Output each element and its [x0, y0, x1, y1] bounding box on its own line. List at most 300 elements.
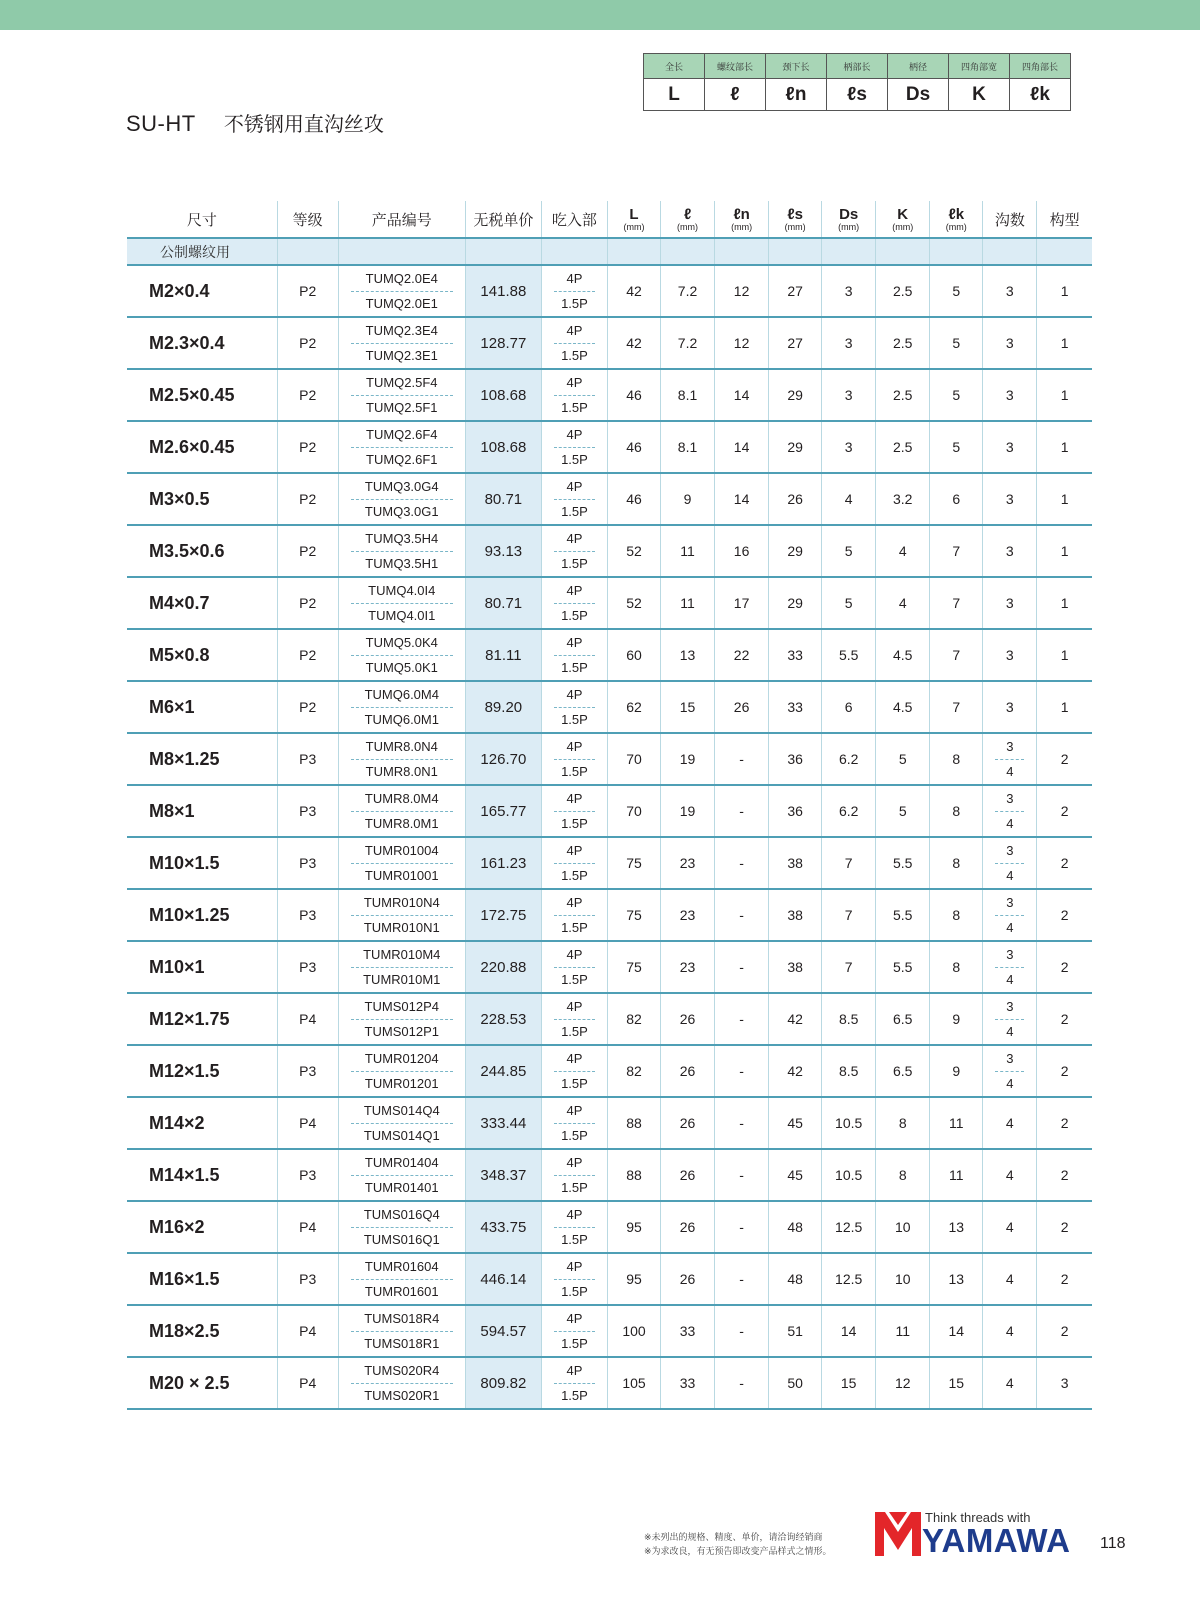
chamfer-bottom: 1.5P — [561, 1336, 588, 1352]
Ds-cell: 3 — [822, 421, 876, 473]
price-cell: 81.11 — [465, 629, 541, 681]
flutes-top: 3 — [995, 942, 1024, 968]
K-cell: 5 — [876, 733, 930, 785]
chamfer-cell — [541, 941, 607, 993]
Ds-cell: 7 — [822, 889, 876, 941]
ls-cell: 36 — [769, 785, 822, 837]
type-cell: 2 — [1037, 889, 1092, 941]
l-cell: 23 — [661, 837, 715, 889]
lk-cell: 5 — [930, 317, 983, 369]
ls-cell: 42 — [769, 993, 822, 1045]
table-row — [127, 1149, 1092, 1201]
lk-cell: 9 — [930, 1045, 983, 1097]
size-cell: M10×1 — [127, 941, 277, 993]
chamfer-top: 4P — [554, 474, 595, 500]
yamawa-logo-icon — [875, 1512, 921, 1556]
product-code-top: TUMS018R4 — [351, 1306, 453, 1332]
product-code-bottom: TUMQ2.6F1 — [366, 452, 438, 468]
lk-cell: 9 — [930, 993, 983, 1045]
product-code-bottom: TUMR8.0N1 — [365, 764, 438, 780]
grade-cell: P4 — [277, 993, 338, 1045]
price-cell: 446.14 — [465, 1253, 541, 1305]
flutes-bottom: 4 — [1006, 1024, 1014, 1040]
product-code-cell — [338, 1045, 465, 1097]
l-cell: 7.2 — [661, 317, 715, 369]
ls-cell: 45 — [769, 1149, 822, 1201]
ls-cell: 29 — [769, 421, 822, 473]
l-cell: 26 — [661, 993, 715, 1045]
ln-cell: - — [715, 1097, 769, 1149]
size-cell: M14×2 — [127, 1097, 277, 1149]
price-cell: 108.68 — [465, 421, 541, 473]
lk-cell: 8 — [930, 941, 983, 993]
price-cell: 161.23 — [465, 837, 541, 889]
size-cell: M16×2 — [127, 1201, 277, 1253]
ls-cell: 38 — [769, 889, 822, 941]
product-code-cell — [338, 317, 465, 369]
K-cell: 4.5 — [876, 681, 930, 733]
lk-cell: 11 — [930, 1097, 983, 1149]
product-code-top: TUMR01404 — [351, 1150, 453, 1176]
K-cell: 2.5 — [876, 265, 930, 317]
header-unit: (mm) — [892, 221, 914, 232]
type-cell: 2 — [1037, 733, 1092, 785]
chamfer-cell — [541, 1253, 607, 1305]
header-Ds-symbol: Ds — [839, 205, 859, 223]
header-unit: (mm) — [838, 221, 860, 232]
product-code-cell — [338, 785, 465, 837]
L-cell: 75 — [607, 941, 660, 993]
chamfer-cell — [541, 889, 607, 941]
chamfer-bottom: 1.5P — [561, 1076, 588, 1092]
Ds-cell: 14 — [822, 1305, 876, 1357]
table-row — [127, 629, 1092, 681]
flutes-cell: 3 — [983, 473, 1037, 525]
flutes-cell: 3 — [983, 577, 1037, 629]
ls-cell: 48 — [769, 1201, 822, 1253]
product-code-cell — [338, 1201, 465, 1253]
type-cell: 2 — [1037, 1097, 1092, 1149]
legend-symbol: ℓs — [827, 79, 888, 111]
ln-cell: 22 — [715, 629, 769, 681]
header-l-symbol: ℓ — [683, 205, 692, 223]
lk-cell: 13 — [930, 1201, 983, 1253]
legend-label: 全长 — [644, 54, 705, 79]
Ds-cell: 15 — [822, 1357, 876, 1409]
flutes-cell — [983, 733, 1037, 785]
product-code-bottom: TUMQ6.0M1 — [364, 712, 439, 728]
L-cell: 75 — [607, 837, 660, 889]
K-cell: 4.5 — [876, 629, 930, 681]
l-cell: 23 — [661, 941, 715, 993]
product-code-cell — [338, 681, 465, 733]
Ds-cell: 5 — [822, 577, 876, 629]
product-code-bottom: TUMQ2.3E1 — [365, 348, 438, 364]
header-size: 尺寸 — [127, 201, 277, 238]
chamfer-cell — [541, 473, 607, 525]
chamfer-top: 4P — [554, 526, 595, 552]
table-row — [127, 577, 1092, 629]
l-cell: 8.1 — [661, 421, 715, 473]
header-L — [607, 201, 660, 238]
table-row — [127, 317, 1092, 369]
grade-cell: P3 — [277, 1253, 338, 1305]
legend-symbol: ℓ — [705, 79, 766, 111]
L-cell: 82 — [607, 993, 660, 1045]
lk-cell: 8 — [930, 733, 983, 785]
size-cell: M6×1 — [127, 681, 277, 733]
chamfer-bottom: 1.5P — [561, 1232, 588, 1248]
chamfer-bottom: 1.5P — [561, 972, 588, 988]
header-l — [661, 201, 715, 238]
header-K-symbol: K — [897, 205, 909, 223]
legend-symbol: L — [644, 79, 705, 111]
Ds-cell: 12.5 — [822, 1253, 876, 1305]
flutes-top: 3 — [995, 786, 1024, 812]
product-code-cell — [338, 837, 465, 889]
flutes-cell: 3 — [983, 525, 1037, 577]
table-row — [127, 1097, 1092, 1149]
flutes-cell — [983, 837, 1037, 889]
chamfer-bottom: 1.5P — [561, 348, 588, 364]
Ds-cell: 3 — [822, 317, 876, 369]
chamfer-bottom: 1.5P — [561, 920, 588, 936]
product-code-bottom: TUMQ4.0I1 — [368, 608, 436, 624]
price-cell: 333.44 — [465, 1097, 541, 1149]
lk-cell: 7 — [930, 681, 983, 733]
table-row — [127, 1305, 1092, 1357]
chamfer-cell — [541, 1045, 607, 1097]
product-code-cell — [338, 1357, 465, 1409]
table-row — [127, 525, 1092, 577]
product-code-cell — [338, 1305, 465, 1357]
l-cell: 33 — [661, 1357, 715, 1409]
header-K — [876, 201, 930, 238]
ln-cell: - — [715, 785, 769, 837]
lk-cell: 5 — [930, 421, 983, 473]
Ds-cell: 12.5 — [822, 1201, 876, 1253]
chamfer-top: 4P — [554, 682, 595, 708]
product-code-cell — [338, 993, 465, 1045]
header-Ds — [822, 201, 876, 238]
chamfer-top: 4P — [554, 318, 595, 344]
chamfer-bottom: 1.5P — [561, 1388, 588, 1404]
l-cell: 13 — [661, 629, 715, 681]
Ds-cell: 6 — [822, 681, 876, 733]
table-row — [127, 733, 1092, 785]
legend-label: 柄部长 — [827, 54, 888, 79]
l-cell: 9 — [661, 473, 715, 525]
flutes-bottom: 4 — [1006, 920, 1014, 936]
l-cell: 33 — [661, 1305, 715, 1357]
Ds-cell: 7 — [822, 941, 876, 993]
flutes-cell — [983, 993, 1037, 1045]
product-code-bottom: TUMQ2.5F1 — [366, 400, 438, 416]
grade-cell: P3 — [277, 889, 338, 941]
product-code-bottom: TUMR01601 — [364, 1284, 439, 1300]
size-cell: M5×0.8 — [127, 629, 277, 681]
chamfer-bottom: 1.5P — [561, 296, 588, 312]
flutes-bottom: 4 — [1006, 764, 1014, 780]
product-code-top: TUMQ3.5H4 — [351, 526, 453, 552]
table-row — [127, 785, 1092, 837]
L-cell: 52 — [607, 577, 660, 629]
product-code-bottom: TUMR010N1 — [363, 920, 440, 936]
spec-table — [127, 201, 1092, 1410]
grade-cell: P2 — [277, 369, 338, 421]
l-cell: 11 — [661, 577, 715, 629]
Ds-cell: 8.5 — [822, 993, 876, 1045]
table-row — [127, 1357, 1092, 1409]
Ds-cell: 6.2 — [822, 733, 876, 785]
product-code-top: TUMR8.0N4 — [351, 734, 453, 760]
table-row — [127, 421, 1092, 473]
chamfer-top: 4P — [554, 1046, 595, 1072]
price-cell: 108.68 — [465, 369, 541, 421]
size-cell: M14×1.5 — [127, 1149, 277, 1201]
flutes-cell: 3 — [983, 265, 1037, 317]
size-cell: M3.5×0.6 — [127, 525, 277, 577]
flutes-bottom: 4 — [1006, 868, 1014, 884]
type-cell: 1 — [1037, 421, 1092, 473]
legend-symbol: ℓk — [1010, 79, 1071, 111]
product-code-bottom: TUMQ3.0G1 — [364, 504, 439, 520]
price-cell: 809.82 — [465, 1357, 541, 1409]
chamfer-cell — [541, 837, 607, 889]
type-cell: 2 — [1037, 785, 1092, 837]
table-row — [127, 993, 1092, 1045]
product-code-cell — [338, 577, 465, 629]
price-cell: 93.13 — [465, 525, 541, 577]
l-cell: 26 — [661, 1045, 715, 1097]
price-cell: 244.85 — [465, 1045, 541, 1097]
l-cell: 19 — [661, 733, 715, 785]
L-cell: 95 — [607, 1201, 660, 1253]
L-cell: 42 — [607, 317, 660, 369]
product-code-bottom: TUMR01201 — [364, 1076, 439, 1092]
product-code-top: TUMR010M4 — [351, 942, 453, 968]
header-unit: (mm) — [784, 221, 806, 232]
K-cell: 10 — [876, 1201, 930, 1253]
K-cell: 2.5 — [876, 421, 930, 473]
ln-cell: - — [715, 889, 769, 941]
table-row — [127, 681, 1092, 733]
type-cell: 1 — [1037, 265, 1092, 317]
L-cell: 100 — [607, 1305, 660, 1357]
product-code-top: TUMR01204 — [351, 1046, 453, 1072]
product-code-cell — [338, 1253, 465, 1305]
K-cell: 2.5 — [876, 369, 930, 421]
product-code-bottom: TUMS012P1 — [364, 1024, 439, 1040]
ln-cell: - — [715, 733, 769, 785]
header-lk — [930, 201, 983, 238]
flutes-cell: 4 — [983, 1305, 1037, 1357]
ls-cell: 33 — [769, 681, 822, 733]
K-cell: 8 — [876, 1149, 930, 1201]
K-cell: 8 — [876, 1097, 930, 1149]
series-name: 不锈钢用直沟丝攻 — [223, 114, 384, 136]
K-cell: 4 — [876, 577, 930, 629]
ln-cell: 16 — [715, 525, 769, 577]
flutes-cell — [983, 785, 1037, 837]
product-code-bottom: TUMR8.0M1 — [364, 816, 439, 832]
grade-cell: P3 — [277, 837, 338, 889]
l-cell: 26 — [661, 1253, 715, 1305]
type-cell: 2 — [1037, 837, 1092, 889]
product-code-top: TUMR01004 — [351, 838, 453, 864]
type-cell: 1 — [1037, 629, 1092, 681]
size-cell: M2.3×0.4 — [127, 317, 277, 369]
product-code-bottom: TUMQ3.5H1 — [365, 556, 439, 572]
Ds-cell: 8.5 — [822, 1045, 876, 1097]
header-chamfer: 吃入部 — [541, 201, 607, 238]
ln-cell: 17 — [715, 577, 769, 629]
L-cell: 88 — [607, 1097, 660, 1149]
product-code-bottom: TUMQ5.0K1 — [365, 660, 438, 676]
grade-cell: P2 — [277, 473, 338, 525]
flutes-cell — [983, 889, 1037, 941]
K-cell: 5.5 — [876, 941, 930, 993]
price-cell: 80.71 — [465, 473, 541, 525]
product-code-top: TUMQ2.6F4 — [351, 422, 453, 448]
product-code-cell — [338, 733, 465, 785]
table-row — [127, 1201, 1092, 1253]
type-cell: 1 — [1037, 525, 1092, 577]
product-code-cell — [338, 629, 465, 681]
L-cell: 70 — [607, 785, 660, 837]
header-flutes: 沟数 — [983, 201, 1037, 238]
ls-cell: 29 — [769, 369, 822, 421]
grade-cell: P4 — [277, 1201, 338, 1253]
product-code-cell — [338, 265, 465, 317]
ln-cell: - — [715, 837, 769, 889]
Ds-cell: 3 — [822, 265, 876, 317]
size-cell: M10×1.25 — [127, 889, 277, 941]
legend-label: 四角部长 — [1010, 54, 1071, 79]
ls-cell: 45 — [769, 1097, 822, 1149]
lk-cell: 15 — [930, 1357, 983, 1409]
legend-label: 颈下长 — [766, 54, 827, 79]
product-code-cell — [338, 941, 465, 993]
grade-cell: P3 — [277, 1045, 338, 1097]
grade-cell: P4 — [277, 1305, 338, 1357]
K-cell: 10 — [876, 1253, 930, 1305]
header-ls-symbol: ℓs — [787, 205, 803, 223]
type-cell: 1 — [1037, 473, 1092, 525]
flutes-bottom: 4 — [1006, 1076, 1014, 1092]
ln-cell: - — [715, 993, 769, 1045]
K-cell: 3.2 — [876, 473, 930, 525]
chamfer-cell — [541, 369, 607, 421]
ln-cell: - — [715, 1253, 769, 1305]
ls-cell: 38 — [769, 941, 822, 993]
table-row — [127, 941, 1092, 993]
Ds-cell: 3 — [822, 369, 876, 421]
chamfer-cell — [541, 993, 607, 1045]
header-type: 构型 — [1037, 201, 1092, 238]
legend-label: 螺纹部长 — [705, 54, 766, 79]
product-code-cell — [338, 1149, 465, 1201]
table-row — [127, 1253, 1092, 1305]
chamfer-bottom: 1.5P — [561, 1024, 588, 1040]
chamfer-bottom: 1.5P — [561, 660, 588, 676]
chamfer-bottom: 1.5P — [561, 1284, 588, 1300]
Ds-cell: 5.5 — [822, 629, 876, 681]
K-cell: 6.5 — [876, 1045, 930, 1097]
chamfer-top: 4P — [554, 1306, 595, 1332]
table-row — [127, 265, 1092, 317]
size-cell: M2.6×0.45 — [127, 421, 277, 473]
product-code-top: TUMQ2.0E4 — [351, 266, 453, 292]
ln-cell: - — [715, 1201, 769, 1253]
Ds-cell: 10.5 — [822, 1149, 876, 1201]
L-cell: 82 — [607, 1045, 660, 1097]
product-code-cell — [338, 1097, 465, 1149]
flutes-cell: 4 — [983, 1149, 1037, 1201]
product-code-cell — [338, 889, 465, 941]
footer-notes — [644, 1530, 832, 1558]
product-code-top: TUMS014Q4 — [351, 1098, 453, 1124]
size-cell: M8×1 — [127, 785, 277, 837]
K-cell: 5 — [876, 785, 930, 837]
K-cell: 12 — [876, 1357, 930, 1409]
ls-cell: 26 — [769, 473, 822, 525]
chamfer-top: 4P — [554, 1150, 595, 1176]
flutes-cell: 3 — [983, 629, 1037, 681]
grade-cell: P3 — [277, 785, 338, 837]
header-lk-symbol: ℓk — [948, 205, 965, 223]
flutes-cell: 4 — [983, 1097, 1037, 1149]
L-cell: 60 — [607, 629, 660, 681]
lk-cell: 8 — [930, 889, 983, 941]
lk-cell: 5 — [930, 265, 983, 317]
legend-label: 柄径 — [888, 54, 949, 79]
table-row — [127, 837, 1092, 889]
grade-cell: P2 — [277, 629, 338, 681]
size-cell: M20 × 2.5 — [127, 1357, 277, 1409]
ls-cell: 33 — [769, 629, 822, 681]
chamfer-cell — [541, 317, 607, 369]
legend-symbol: K — [949, 79, 1010, 111]
header-ls — [769, 201, 822, 238]
flutes-bottom: 4 — [1006, 972, 1014, 988]
lk-cell: 13 — [930, 1253, 983, 1305]
chamfer-cell — [541, 1097, 607, 1149]
type-cell: 2 — [1037, 1305, 1092, 1357]
l-cell: 19 — [661, 785, 715, 837]
flutes-top: 3 — [995, 734, 1024, 760]
product-code-bottom: TUMS016Q1 — [363, 1232, 440, 1248]
chamfer-top: 4P — [554, 734, 595, 760]
footer-note-1: ※未列出的规格、精度、单价，请洽询经销商 — [644, 1532, 823, 1542]
ls-cell: 27 — [769, 317, 822, 369]
l-cell: 26 — [661, 1097, 715, 1149]
size-cell: M12×1.5 — [127, 1045, 277, 1097]
K-cell: 6.5 — [876, 993, 930, 1045]
header-unit: (mm) — [945, 221, 967, 232]
flutes-top: 3 — [995, 994, 1024, 1020]
product-code-top: TUMS020R4 — [351, 1358, 453, 1384]
size-cell: M12×1.75 — [127, 993, 277, 1045]
chamfer-top: 4P — [554, 630, 595, 656]
ln-cell: - — [715, 1305, 769, 1357]
flutes-cell — [983, 941, 1037, 993]
flutes-cell: 3 — [983, 681, 1037, 733]
chamfer-bottom: 1.5P — [561, 1180, 588, 1196]
ln-cell: 26 — [715, 681, 769, 733]
series-code: SU-HT — [126, 111, 196, 136]
chamfer-bottom: 1.5P — [561, 452, 588, 468]
